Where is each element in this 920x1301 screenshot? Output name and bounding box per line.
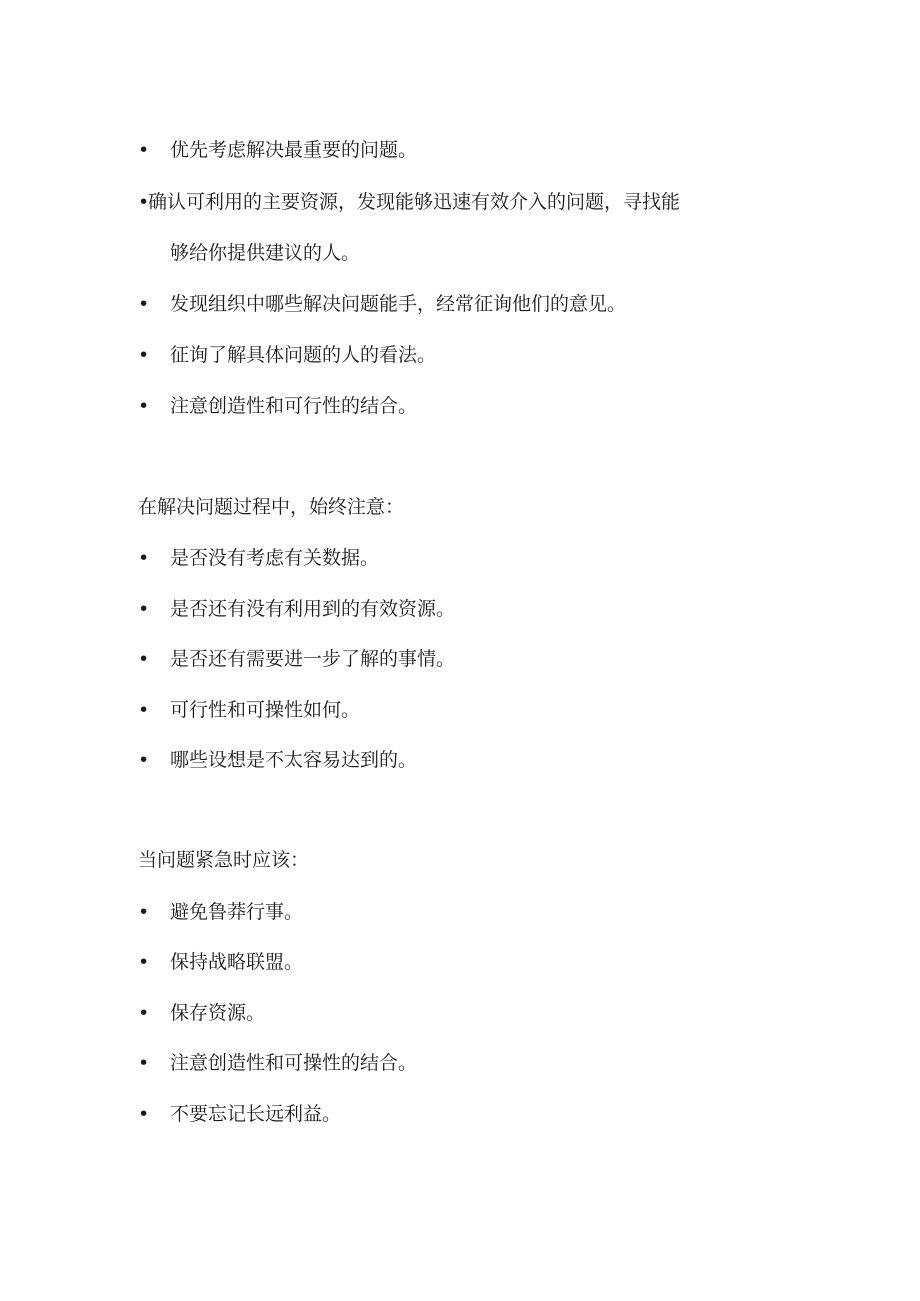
list-item-text: 是否还有需要进一步了解的事情。 [170, 648, 456, 670]
bullet-icon: • [138, 191, 150, 213]
list-item [138, 291, 626, 317]
list-item [138, 189, 680, 215]
bullet-icon: • [138, 547, 150, 569]
list-item [138, 137, 417, 163]
bullet-icon: • [138, 293, 150, 315]
bullet-icon: • [138, 901, 150, 923]
list-item [138, 949, 303, 975]
bullet-icon: • [138, 699, 150, 721]
list-item-text: 保存资源。 [170, 1002, 266, 1024]
bullet-icon: • [138, 1052, 150, 1074]
bullet-icon: • [138, 598, 150, 620]
bullet-icon: • [138, 344, 150, 366]
list-item-text: 优先考虑解决最重要的问题。 [170, 139, 418, 161]
list-item [138, 1050, 417, 1076]
bullet-icon: • [138, 1103, 150, 1125]
list-item-text: 确认可利用的主要资源，发现能够迅速有效介入的问题，寻找能 [148, 191, 681, 213]
list-item [138, 646, 455, 672]
list-item [138, 1000, 265, 1026]
list-item [138, 1101, 341, 1127]
list-item-text: 发现组织中哪些解决问题能手，经常征询他们的意见。 [170, 293, 627, 315]
bullet-icon: • [138, 648, 150, 670]
list-item-text: 征询了解具体问题的人的看法。 [170, 344, 437, 366]
list-item-text: 哪些设想是不太容易达到的。 [170, 749, 418, 771]
list-item-text: 可行性和可操性如何。 [170, 699, 361, 721]
list-item [138, 393, 417, 419]
list-item-text: 不要忘记长远利益。 [170, 1103, 342, 1125]
list-item-text: 注意创造性和可操性的结合。 [170, 1052, 418, 1074]
list-item [138, 899, 303, 925]
list-item [138, 596, 455, 622]
list-item [138, 697, 360, 723]
list-item-text: 是否还有没有利用到的有效资源。 [170, 598, 456, 620]
bullet-icon: • [138, 1002, 150, 1024]
bullet-icon: • [138, 951, 150, 973]
section-heading: 当问题紧急时应该： [138, 849, 310, 871]
list-item-continuation: 够给你提供建议的人。 [170, 242, 361, 264]
bullet-icon: • [138, 139, 150, 161]
list-item [138, 747, 417, 773]
list-item-text: 保持战略联盟。 [170, 951, 304, 973]
list-item-text: 避免鲁莽行事。 [170, 901, 304, 923]
bullet-icon: • [138, 749, 150, 771]
bullet-icon: • [138, 395, 150, 417]
section-heading: 在解决问题过程中，始终注意： [138, 496, 405, 518]
list-item-text: 是否没有考虑有关数据。 [170, 547, 380, 569]
list-item [138, 545, 379, 571]
list-item [138, 342, 436, 368]
list-item-text: 注意创造性和可行性的结合。 [170, 395, 418, 417]
